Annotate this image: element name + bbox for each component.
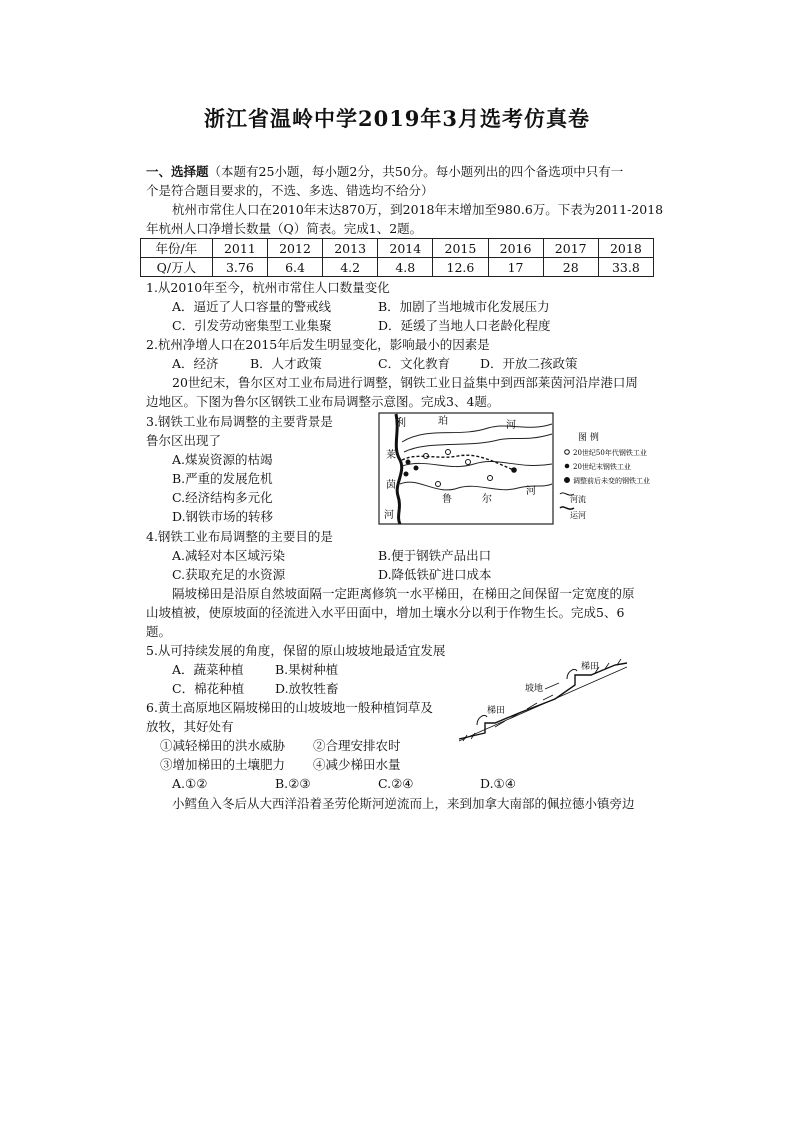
q6-item-2: ②合理安排农时 bbox=[313, 738, 401, 753]
intro-4b: 山坡植被，使原坡面的径流进入水平田面中，增加土壤水分以利于作物生长。完成5、6 bbox=[146, 605, 625, 620]
q1-option-a: A．逼近了人口容量的警戒线 bbox=[172, 299, 332, 314]
map-label: 河 bbox=[526, 486, 536, 497]
q3-option-d: D.钢铁市场的转移 bbox=[172, 509, 274, 524]
q4-option-d: D.降低铁矿进口成本 bbox=[378, 567, 492, 582]
q4-option-b: B.便于钢铁产品出口 bbox=[378, 548, 492, 563]
site-dot bbox=[414, 466, 419, 471]
q4-stem: 4.钢铁工业布局调整的主要目的是 bbox=[146, 529, 333, 544]
q5-option-d: D.放牧牲畜 bbox=[275, 681, 339, 696]
q5-option-c: C．棉花种植 bbox=[172, 681, 245, 696]
q1-option-b: B．加剧了当地城市化发展压力 bbox=[378, 299, 550, 314]
site-dot bbox=[406, 460, 411, 465]
table-cell: 2018 bbox=[598, 239, 653, 258]
terrace-diagram bbox=[455, 655, 630, 745]
section-note-2: 个是符合题目要求的，不选、多选、错选均不给分） bbox=[146, 183, 434, 198]
table-cell: 2014 bbox=[378, 239, 433, 258]
legend-item: 20世纪末钢铁工业 bbox=[573, 463, 631, 471]
terrace-label: 梯田 bbox=[487, 706, 506, 716]
table-row bbox=[141, 239, 654, 258]
intro-2: 年杭州人口净增长数量（Q）简表。完成1、2题。 bbox=[146, 221, 423, 236]
table-cell: 2017 bbox=[543, 239, 598, 258]
q1-option-d: D．延缓了当地人口老龄化程度 bbox=[378, 318, 551, 333]
intro-4a: 隔坡梯田是沿原自然坡面隔一定距离修筑一水平梯田，在梯田之间保留一定宽度的原 bbox=[172, 586, 635, 601]
canal-upper bbox=[404, 434, 552, 452]
section-line-1 bbox=[146, 162, 623, 181]
slope-arrow bbox=[545, 683, 559, 689]
legend-item: 20世纪50年代钢铁工业 bbox=[573, 449, 647, 457]
q5-stem: 5.从可持续发展的角度，保留的原山坡坡地最适宜发展 bbox=[146, 643, 446, 658]
q6-option-b: B.②③ bbox=[275, 776, 311, 791]
legend-dot-icon bbox=[565, 478, 570, 483]
legend-title: 图 例 bbox=[578, 433, 599, 443]
table-cell: 2013 bbox=[323, 239, 378, 258]
q2-option-b: B．人才政策 bbox=[250, 356, 322, 371]
intro-3b: 边地区。下图为鲁尔区钢铁工业布局调整示意图。完成3、4题。 bbox=[146, 394, 500, 409]
map-label: 鲁 bbox=[442, 494, 452, 505]
table-cell: 6.4 bbox=[267, 258, 322, 277]
q5-option-b: B.果树种植 bbox=[275, 662, 339, 677]
legend-dot-icon bbox=[565, 464, 570, 469]
q6-item-1: ①减轻梯田的洪水威胁 bbox=[160, 738, 286, 753]
q4-option-c: C.获取充足的水资源 bbox=[172, 567, 286, 582]
legend-canal-icon bbox=[560, 507, 574, 509]
table-cell: 3.76 bbox=[212, 258, 267, 277]
q6-option-a: A.①② bbox=[172, 776, 208, 791]
q3-option-c: C.经济结构多元化 bbox=[172, 490, 273, 505]
ruhr-map bbox=[378, 412, 658, 526]
table-cell: Q/万人 bbox=[141, 258, 213, 277]
table-cell: 2016 bbox=[488, 239, 543, 258]
table-cell: 28 bbox=[543, 258, 598, 277]
site-dot bbox=[511, 467, 517, 473]
table-cell: 4.8 bbox=[378, 258, 433, 277]
page-title: 浙江省温岭中学2019年3月选考仿真卷 bbox=[203, 106, 591, 131]
map-label: 河 bbox=[506, 420, 516, 431]
intro-5: 小鳕鱼入冬后从大西洋沿着圣劳伦斯河逆流而上，来到加拿大南部的佩拉德小镇旁边 bbox=[172, 796, 635, 811]
table-cell: 33.8 bbox=[598, 258, 653, 277]
q3-option-a: A.煤炭资源的枯竭 bbox=[172, 452, 273, 467]
section-note: （本题有25小题，每小题2分，共50分。每小题列出的四个备选项中只有一 bbox=[208, 164, 624, 179]
q6-option-d: D.①④ bbox=[480, 776, 516, 791]
section-heading: 一、选择题 bbox=[146, 164, 209, 179]
table-cell: 2012 bbox=[267, 239, 322, 258]
intro-4c: 题。 bbox=[146, 624, 172, 639]
map-label: 尔 bbox=[482, 494, 492, 505]
legend-circle-icon bbox=[565, 450, 570, 455]
legend-item: 运河 bbox=[570, 511, 586, 520]
site-dot bbox=[404, 472, 409, 477]
rhine-river bbox=[396, 414, 402, 524]
terrace-label: 梯田 bbox=[581, 662, 600, 672]
table-cell: 12.6 bbox=[433, 258, 488, 277]
q4-option-a: A.减轻对本区域污染 bbox=[172, 548, 286, 563]
boundary-line bbox=[402, 455, 514, 470]
q1-stem: 1.从2010年至今，杭州市常住人口数量变化 bbox=[146, 280, 390, 295]
map-label: 珀 bbox=[438, 416, 448, 427]
site-circle bbox=[436, 482, 441, 487]
intro-1: 杭州市常住人口在2010年末达870万，到2018年末增加至980.6万。下表为2011-2018 bbox=[172, 202, 664, 217]
q5-option-a: A．蔬菜种植 bbox=[172, 662, 244, 677]
map-frame bbox=[379, 413, 553, 524]
table-cell: 2011 bbox=[212, 239, 267, 258]
q6-stem-2: 放牧，其好处有 bbox=[146, 719, 234, 734]
q2-option-a: A．经济 bbox=[172, 356, 219, 371]
table-row bbox=[141, 258, 654, 277]
q1-option-c: C．引发劳动密集型工业集聚 bbox=[172, 318, 332, 333]
q2-stem: 2.杭州净增人口在2015年后发生明显变化，影响最小的因素是 bbox=[146, 337, 490, 352]
legend-item: 河流 bbox=[570, 495, 586, 504]
table-cell: 4.2 bbox=[323, 258, 378, 277]
lippe-river bbox=[402, 424, 552, 442]
slope-profile bbox=[459, 663, 627, 739]
ruhr-canal bbox=[402, 461, 552, 466]
intro-3a: 20世纪末，鲁尔区对工业布局进行调整，钢铁工业日益集中到西部莱茵河沿岸港口周 bbox=[172, 375, 638, 390]
map-label: 莱 bbox=[386, 450, 396, 461]
q2-option-d: D．开放二孩政策 bbox=[480, 356, 578, 371]
population-table bbox=[140, 238, 654, 277]
q6-item-4: ④减少梯田水量 bbox=[313, 757, 401, 772]
site-circle bbox=[446, 450, 451, 455]
q2-option-c: C．文化教育 bbox=[378, 356, 451, 371]
q6-option-c: C.②④ bbox=[378, 776, 414, 791]
slope-base bbox=[459, 667, 627, 741]
map-label: 河 bbox=[384, 510, 394, 521]
q6-item-3: ③增加梯田的土壤肥力 bbox=[160, 757, 286, 772]
slope-label: 坡地 bbox=[525, 684, 544, 694]
table-cell: 年份/年 bbox=[141, 239, 213, 258]
q3-stem-1: 3.钢铁工业布局调整的主要背景是 bbox=[146, 414, 333, 429]
site-circle bbox=[466, 460, 471, 465]
site-circle bbox=[488, 476, 493, 481]
map-label: 茵 bbox=[386, 480, 396, 491]
q3-stem-2: 鲁尔区出现了 bbox=[146, 433, 222, 448]
q6-stem-1: 6.黄土高原地区隔坡梯田的山坡坡地一般种植饲草及 bbox=[146, 700, 433, 715]
map-label: 利 bbox=[396, 418, 406, 429]
table-cell: 17 bbox=[488, 258, 543, 277]
legend-item: 调整前后未变的钢铁工业 bbox=[573, 477, 650, 485]
q3-option-b: B.严重的发展危机 bbox=[172, 471, 273, 486]
table-cell: 2015 bbox=[433, 239, 488, 258]
